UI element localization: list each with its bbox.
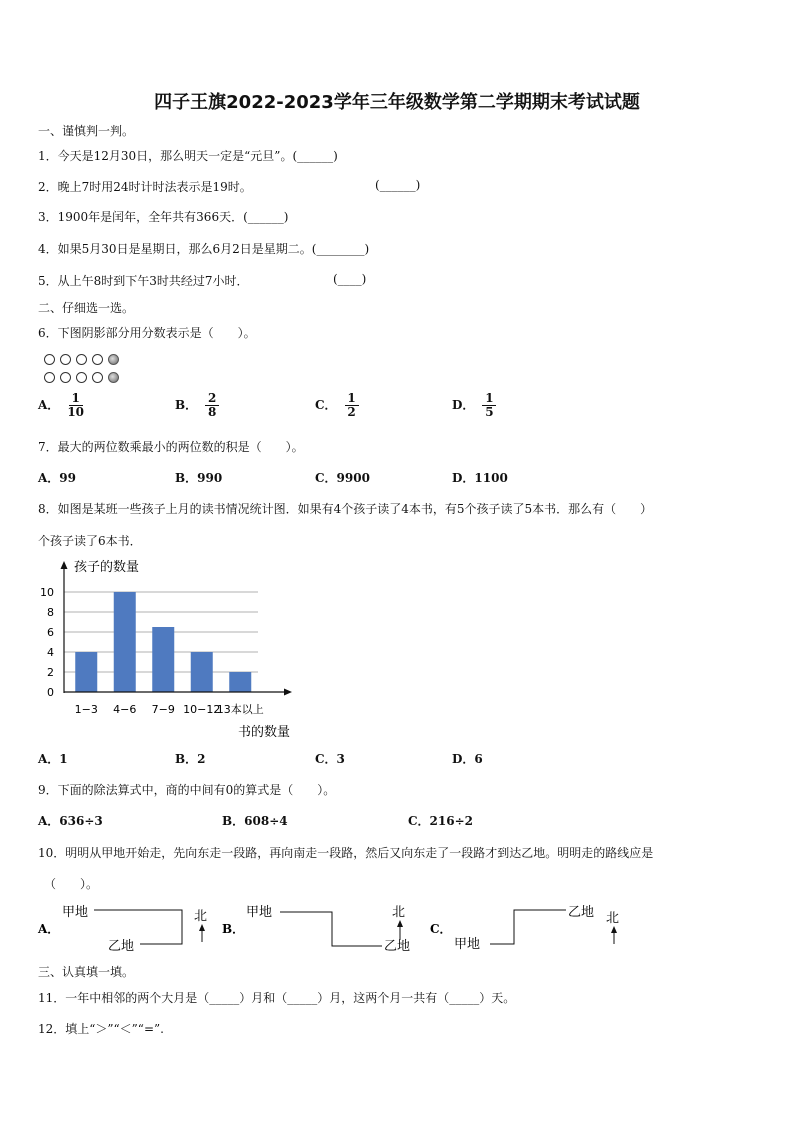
shaded-circle-icon — [108, 354, 119, 365]
circle-icon — [44, 354, 55, 365]
chart-x-axis-title: 书的数量 — [238, 725, 291, 740]
shaded-circle-icon — [108, 372, 119, 383]
chart-bar — [75, 652, 97, 692]
chart-bar — [114, 592, 136, 692]
q7-option-c: C．9900 — [315, 471, 370, 485]
route-c-path — [490, 910, 566, 944]
page-title: 四子王旗2022-2023学年三年级数学第二学期期末考试试题 — [154, 92, 640, 113]
question-6: 6．下图阴影部分用分数表示是（ ）。 — [38, 326, 256, 340]
route-a-end-label: 乙地 — [108, 939, 135, 954]
q8-option-a: A．1 — [38, 752, 68, 766]
section-3-heading: 三、认真填一填。 — [38, 965, 135, 979]
chart-y-tick-label: 4 — [47, 646, 54, 659]
q6-option-b: B． $\frac{2}{8}$ — [175, 392, 219, 419]
chart-x-tick-label: 1−3 — [74, 703, 98, 716]
question-5: 5．从上午8时到下午3时共经过7小时． — [38, 274, 249, 288]
route-c-letter: C． — [430, 922, 452, 936]
q6-option-c: C． $\frac{1}{2}$ — [315, 392, 359, 419]
circle-icon — [76, 372, 87, 383]
q8-option-b: B．2 — [175, 752, 206, 766]
y-axis-arrow-icon — [61, 561, 68, 569]
question-2: 2．晚上7时用24时计时法表示是19时。 — [38, 180, 252, 194]
route-a-letter: A． — [38, 922, 60, 936]
route-b-path — [280, 912, 382, 946]
north-arrow-head-icon — [199, 924, 205, 931]
chart-y-tick-label: 8 — [47, 606, 54, 619]
question-4: 4．如果5月30日是星期日，那么6月2日是星期二。(________) — [38, 242, 370, 256]
q6-option-a: A． $\frac{1}{10}$ — [38, 391, 85, 419]
route-b-north-label: 北 — [392, 905, 406, 920]
route-b-start-label: 甲地 — [246, 905, 273, 920]
q6-option-d: D． $\frac{1}{5}$ — [452, 392, 496, 419]
question-8-line-1: 8．如图是某班一些孩子上月的读书情况统计图．如果有4个孩子读了4本书，有5个孩子读了5本书．那么有（ ） — [38, 502, 653, 516]
chart-x-tick-label: 10−12 — [183, 703, 221, 716]
q9-option-a: A．636÷3 — [38, 814, 103, 828]
x-axis-arrow-icon — [284, 689, 292, 696]
question-10-line-2: （ ）。 — [44, 877, 99, 891]
north-arrow-head-icon — [611, 926, 617, 933]
question-10-line-1: 10．明明从甲地开始走，先向东走一段路，再向南走一段路，然后又向东走了一段路才到达乙地。明明走的路线应是 — [38, 846, 654, 860]
question-5-blank: (____) — [333, 272, 367, 286]
chart-y-axis-title: 孩子的数量 — [74, 560, 140, 575]
route-a-start-label: 甲地 — [62, 905, 89, 920]
chart-bar — [191, 652, 213, 692]
q9-option-c: C．216÷2 — [408, 814, 474, 828]
route-b-end-label: 乙地 — [384, 939, 411, 954]
q8-option-c: C．3 — [315, 752, 345, 766]
question-7: 7．最大的两位数乘最小的两位数的积是（ ）。 — [38, 440, 304, 454]
route-c-north-label: 北 — [606, 911, 620, 926]
question-1: 1．今天是12月30日，那么明天一定是“元旦”。(______) — [38, 149, 338, 163]
chart-bar — [152, 627, 174, 692]
chart-y-tick-label: 10 — [40, 586, 54, 599]
reading-bar-chart — [36, 553, 316, 743]
q7-option-a: A．99 — [38, 471, 77, 485]
circle-icon — [92, 372, 103, 383]
question-11: 11．一年中相邻的两个大月是（_____）月和（_____）月，这两个月一共有（_____）天。 — [38, 991, 516, 1005]
route-a-north-label: 北 — [194, 909, 208, 924]
chart-y-tick-label: 2 — [47, 666, 54, 679]
circle-icon — [92, 354, 103, 365]
question-9: 9．下面的除法算式中，商的中间有0的算式是（ ）。 — [38, 783, 336, 797]
circle-icon — [60, 372, 71, 383]
chart-y-tick-label: 0 — [47, 686, 54, 699]
circle-icon — [60, 354, 71, 365]
shaded-circles-figure — [44, 354, 124, 385]
q8-option-d: D．6 — [452, 752, 483, 766]
section-1-heading: 一、谨慎判一判。 — [38, 124, 135, 138]
chart-bar — [229, 672, 251, 692]
question-8-line-2: 个孩子读了6本书． — [38, 534, 142, 548]
circle-icon — [44, 372, 55, 383]
route-diagrams — [36, 898, 776, 956]
section-2-heading: 二、仔细选一选。 — [38, 301, 135, 315]
route-b-letter: B． — [222, 922, 245, 936]
chart-x-tick-label: 4−6 — [113, 703, 137, 716]
chart-y-tick-label: 6 — [47, 626, 54, 639]
q9-option-b: B．608÷4 — [222, 814, 288, 828]
circle-icon — [76, 354, 87, 365]
route-c-end-label: 乙地 — [568, 905, 595, 920]
chart-x-tick-label: 7−9 — [151, 703, 175, 716]
question-3: 3．1900年是闰年，全年共有366天．(______) — [38, 210, 289, 224]
q7-option-b: B．990 — [175, 471, 223, 485]
q7-option-d: D．1100 — [452, 471, 508, 485]
north-arrow-head-icon — [397, 920, 403, 927]
question-2-blank: (______) — [375, 178, 421, 192]
route-c-start-label: 甲地 — [454, 937, 481, 952]
chart-x-tick-label: 13本以上 — [216, 703, 264, 716]
question-12: 12．填上“＞”“＜”“=”. — [38, 1022, 164, 1036]
